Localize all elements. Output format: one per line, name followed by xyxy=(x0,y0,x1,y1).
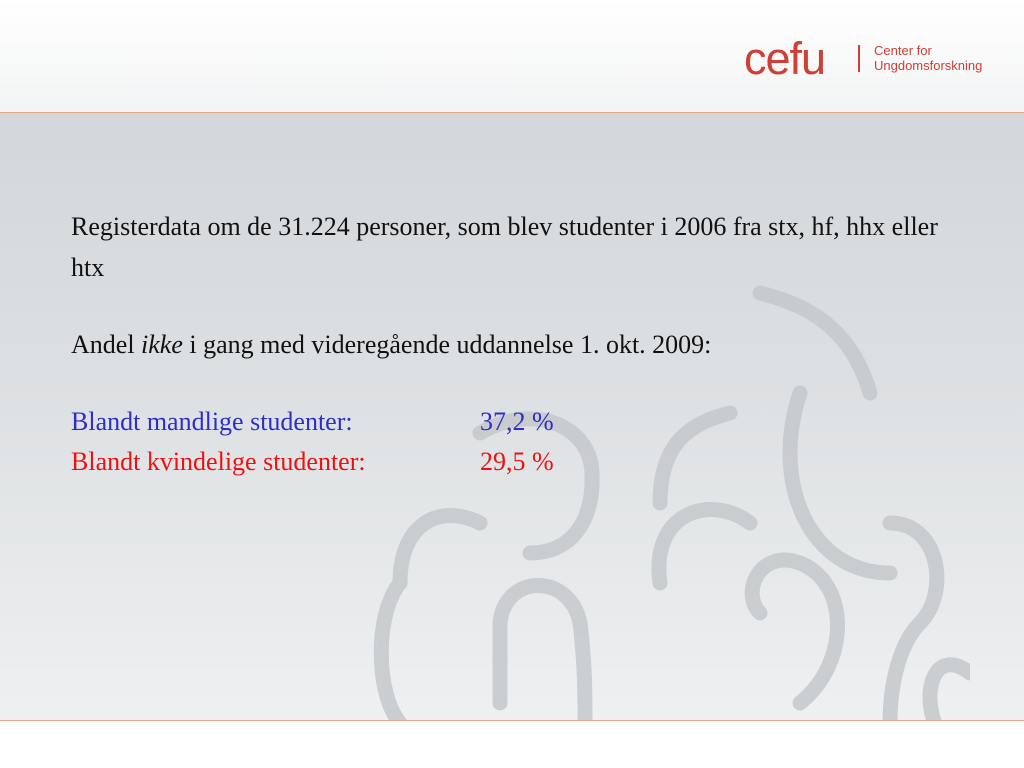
share-heading xyxy=(71,324,951,365)
logo-tagline-line1: Center for xyxy=(874,43,932,58)
stat-row-female xyxy=(71,442,951,482)
logo-tagline xyxy=(874,43,1004,73)
logo-divider xyxy=(858,45,860,72)
share-suffix: i gang med videregående uddannelse 1. okt. 2009: xyxy=(182,330,712,359)
logo-wordmark: cefu xyxy=(744,33,826,84)
stats-list xyxy=(71,402,951,482)
slide-body xyxy=(0,113,1024,720)
slide-footer xyxy=(0,721,1024,768)
share-prefix: Andel xyxy=(71,330,142,359)
stat-row-male xyxy=(71,402,951,442)
slide-header xyxy=(0,0,1024,112)
stat-label-female: Blandt kvindelige studenter: xyxy=(71,447,366,476)
stat-label-male: Blandt mandlige studenter: xyxy=(71,407,353,436)
share-emphasis: ikke xyxy=(141,330,183,359)
intro-text: Registerdata om de 31.224 personer, som blev studenter i 2006 fra stx, hf, hhx eller htx xyxy=(71,212,938,282)
stat-value-female: 29,5 % xyxy=(480,447,554,476)
slide-content xyxy=(71,206,951,482)
logo-tagline-line2: Ungdomsforskning xyxy=(874,58,983,73)
stat-value-male: 37,2 % xyxy=(480,407,554,436)
